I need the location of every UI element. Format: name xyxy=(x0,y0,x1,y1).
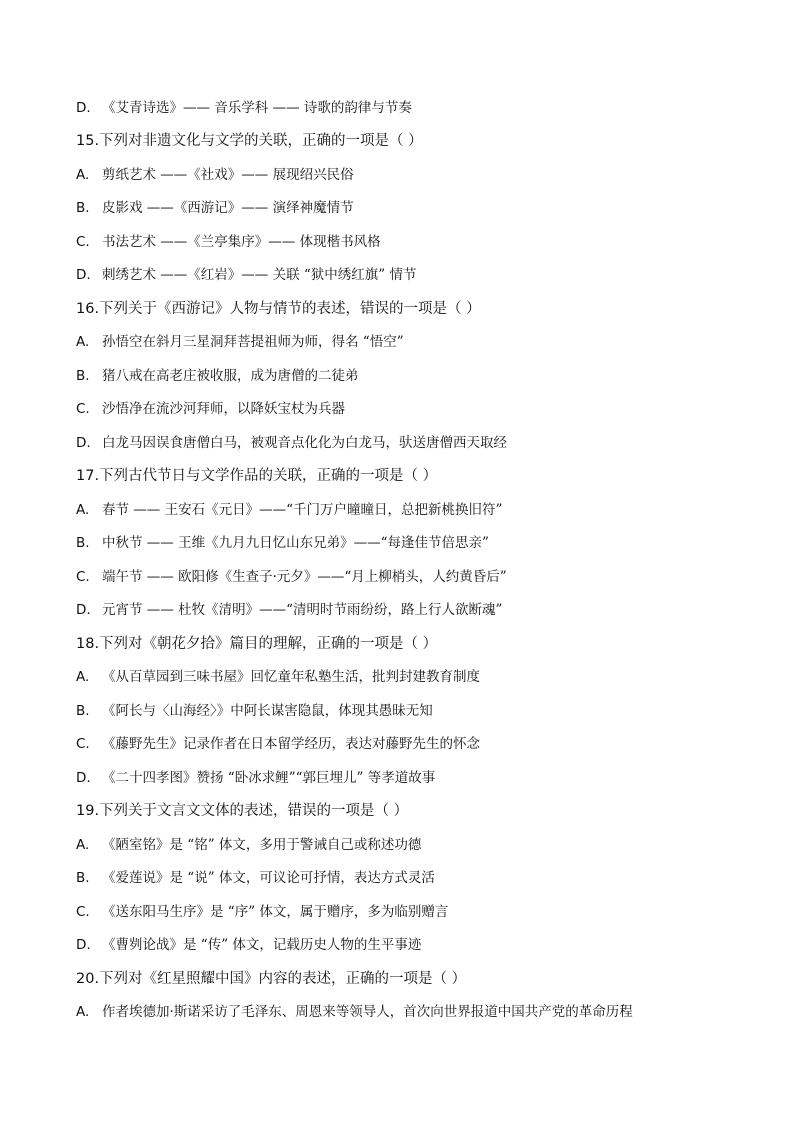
option-line xyxy=(76,933,421,953)
option-text: 猪八戒在高老庄被收服，成为唐僧的二徒弟 xyxy=(102,368,359,384)
option-line xyxy=(76,732,480,752)
option-label: A. xyxy=(76,502,90,518)
option-label: D. xyxy=(76,267,91,283)
option-text: 元宵节 —— 杜牧《清明》——“清明时节雨纷纷，路上行人欲断魂” xyxy=(102,602,503,618)
option-label: A. xyxy=(76,167,90,183)
option-label: C. xyxy=(76,736,90,752)
option-line xyxy=(76,699,433,719)
option-text: 《艾青诗选》—— 音乐学科 —— 诗歌的韵律与节奏 xyxy=(102,100,412,116)
option-label: B. xyxy=(76,368,90,384)
option-text: 书法艺术 ——《兰亭集序》—— 体现楷书风格 xyxy=(102,234,381,250)
option-text: 《二十四孝图》赞扬 “卧冰求鲤”“郭巨埋儿” 等孝道故事 xyxy=(102,770,436,786)
option-label: A. xyxy=(76,334,90,350)
option-line xyxy=(76,96,412,116)
option-label: D. xyxy=(76,937,91,953)
option-label: A. xyxy=(76,669,90,685)
question-line: 17.下列古代节日与文学作品的关联，正确的一项是（ ） xyxy=(76,468,438,484)
option-text: 白龙马因误食唐僧白马，被观音点化化为白龙马，驮送唐僧西天取经 xyxy=(102,435,507,451)
option-text: 《藤野先生》记录作者在日本留学经历，表达对藤野先生的怀念 xyxy=(102,736,480,752)
question-line: 15.下列对非遗文化与文学的关联，正确的一项是（ ） xyxy=(76,133,423,149)
option-label: B. xyxy=(76,535,90,551)
option-line xyxy=(76,833,421,853)
option-text: 端午节 —— 欧阳修《生查子·元夕》——“月上柳梢头，人约黄昏后” xyxy=(102,569,507,585)
option-text: 《曹刿论战》是 “传” 体文，记载历史人物的生平事迹 xyxy=(102,937,422,953)
option-line xyxy=(76,665,480,685)
option-label: D. xyxy=(76,770,91,786)
question-line: 19.下列关于文言文文体的表述，错误的一项是（ ） xyxy=(76,803,409,819)
option-line xyxy=(76,230,381,250)
question-line: 18.下列对《朝花夕拾》篇目的理解，正确的一项是（ ） xyxy=(76,636,438,652)
option-line xyxy=(76,766,435,786)
option-text: 作者埃德加·斯诺采访了毛泽东、周恩来等领导人，首次向世界报道中国共产党的革命历程 xyxy=(102,1004,633,1020)
question-line: 16.下列关于《西游记》人物与情节的表述，错误的一项是（ ） xyxy=(76,301,481,317)
option-line xyxy=(76,866,435,886)
option-text: 皮影戏 ——《西游记》—— 演绎神魔情节 xyxy=(102,200,354,216)
option-line xyxy=(76,364,359,384)
option-label: C. xyxy=(76,904,90,920)
option-line xyxy=(76,397,345,417)
option-line xyxy=(76,565,507,585)
option-text: 《从百草园到三味书屋》回忆童年私塾生活，批判封建教育制度 xyxy=(102,669,480,685)
option-text: 刺绣艺术 ——《红岩》—— 关联 “狱中绣红旗” 情节 xyxy=(102,267,417,283)
option-text: 《爱莲说》是 “说” 体文，可议论可抒情，表达方式灵活 xyxy=(102,870,435,886)
option-line xyxy=(76,163,354,183)
option-text: 春节 —— 王安石《元日》——“千门万户曈曈日，总把新桃换旧符” xyxy=(102,502,503,518)
option-label: B. xyxy=(76,870,90,886)
option-line xyxy=(76,531,489,551)
option-line xyxy=(76,498,502,518)
option-label: B. xyxy=(76,200,90,216)
option-text: 《送东阳马生序》是 “序” 体文，属于赠序，多为临别赠言 xyxy=(102,904,449,920)
option-text: 《阿长与〈山海经〉》中阿长谋害隐鼠，体现其愚昧无知 xyxy=(102,703,433,719)
option-label: B. xyxy=(76,703,90,719)
option-line xyxy=(76,900,448,920)
option-line xyxy=(76,431,507,451)
option-text: 中秋节 —— 王维《九月九日忆山东兄弟》——“每逢佳节倍思亲” xyxy=(102,535,489,551)
option-line xyxy=(76,330,404,350)
option-label: C. xyxy=(76,569,90,585)
option-label: C. xyxy=(76,234,90,250)
option-label: A. xyxy=(76,1004,90,1020)
question-line: 20.下列对《红星照耀中国》内容的表述，正确的一项是（ ） xyxy=(76,971,467,987)
option-line xyxy=(76,263,416,283)
option-label: D. xyxy=(76,435,91,451)
option-line xyxy=(76,196,354,216)
option-line xyxy=(76,598,502,618)
option-label: D. xyxy=(76,602,91,618)
option-label: A. xyxy=(76,837,90,853)
option-label: D. xyxy=(76,100,91,116)
option-text: 孙悟空在斜月三星洞拜菩提祖师为师，得名 “悟空” xyxy=(102,334,404,350)
option-label: C. xyxy=(76,401,90,417)
option-text: 沙悟净在流沙河拜师，以降妖宝杖为兵器 xyxy=(102,401,345,417)
option-text: 剪纸艺术 ——《社戏》—— 展现绍兴民俗 xyxy=(102,167,354,183)
option-text: 《陋室铭》是 “铭” 体文，多用于警诫自己或称述功德 xyxy=(102,837,422,853)
option-line xyxy=(76,1000,633,1020)
